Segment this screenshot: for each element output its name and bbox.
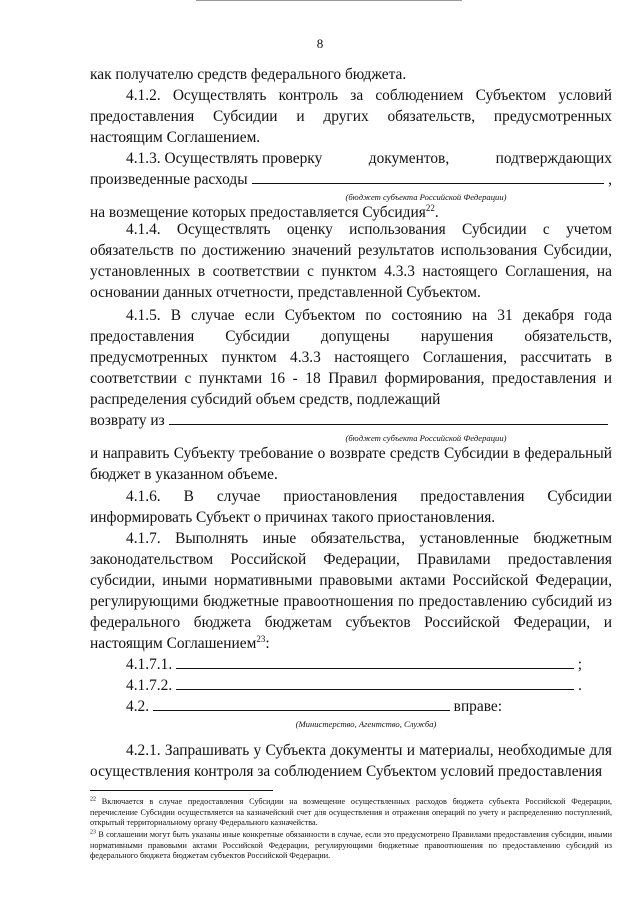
clause-4-1-2: 4.1.2. Осуществлять контроль за соблюдением Субъектом условий предоставления Субсидии и других обязательств, предусмотренных настоящим Соглашением. [90,87,612,146]
clause-4-2-1: 4.2.1. Запрашивать у Субъекта документы и материалы, необходимые для осуществления контроля за соблюдением Субъектом условий предоставления [90,742,612,780]
clause-number: 4.1.7.2. [126,677,173,694]
clause-4-1-6: 4.1.6. В случае приостановления предоставления Субсидии информировать Субъект о причинах такого приостановления. [90,488,612,526]
text-fragment: подтверждающих [495,150,612,167]
clause-4-1-5 [90,305,612,485]
text-fragment: на возмещение которых предоставляется Субсидия [90,204,426,221]
blank-fill-line [176,675,574,690]
blank-fill-line [176,654,574,669]
text-fragment: . [434,204,439,221]
text-fragment: вправе: [453,698,502,715]
text-fragment: Осуществлять проверку [164,150,323,167]
text-line: как получателю средств федерального бюджета. [90,66,407,83]
footnote-separator [90,790,273,791]
clause-4-1-7 [90,528,612,654]
footnote-ref: 22 [425,202,435,213]
clause-text: 4.1.5. В случае если Субъектом по состоянию на 31 декабря года предоставления Субсидии допущены нарушения обязательств, предусмотренных пунктом 4.3.3 настоящего Соглашения, рассчитать в соответствии с пунктами 16 - 18 Правил формирования, предоставления и распределения субсидий объем средств, подлежащий [90,307,612,408]
footnote-text: В соглашении могут быть указаны иные конкретные обязанности в случае, если это предусмотрено Правилами предоставления субсидии, иными нормативными правовыми актами Российской Федерации, регулирующими бюджетные правоотношения по предоставлению субсидий из федерального бюджета бюджетам субъектов Российской Федерации. [90,830,612,861]
page-number: 8 [316,36,324,51]
text-fragment: произведенные расходы [90,171,248,188]
footnote-text: Включается в случае предоставления Субсидии на возмещение осуществленных расходов бюджета субъекта Российской Федерации, перечисление Субсидии осуществляется на казначейский счет для осуществления и отражения операций по учету и распределению поступлений, открытый территориальному органу Федерального казначейства. [90,797,612,828]
clause-number: 4.1.3. [126,150,161,167]
blank-fill-line [252,169,605,184]
text-fragment: : [265,635,270,652]
clause-4-2 [90,696,612,729]
blank-fill-line [153,696,450,711]
clause-4-1-3 [90,148,612,223]
footnote-number: 22 [90,796,96,803]
text-fragment: ; [577,656,582,673]
field-caption: (бюджет субъекта Российской Федерации) [345,192,507,202]
clause-4-1-4: 4.1.4. Осуществлять оценку использования Субсидии с учетом обязательств по достижению значений результатов использования Субсидии, установленных в соответствии с пунктом 4.3.3 настоящего Соглашения, на основании данных отчетности, представленной Субъектом. [90,221,612,301]
footnote-23 [90,830,612,862]
clause-number: 4.2. [126,698,150,715]
paragraph-continuation [90,64,612,85]
blank-fill-line [169,410,608,425]
clause-4-1-7-1 [90,654,612,675]
clause-number: 4.1.7.1. [126,656,173,673]
text-fragment: . [578,677,582,694]
clause-text: 4.1.7. Выполнять иные обязательства, установленные бюджетным законодательством Российской Федерации, Правилами предоставления субсидии, иными нормативными правовыми актами Российской Федерации, регулирующими бюджетные правоотношения по предоставлению субсидий из федерального бюджета бюджетам субъектов Российской Федерации, и настоящим Соглашением [90,530,612,652]
scan-edge-line [196,0,462,1]
footnote-22 [90,797,612,829]
field-caption: (бюджет субъекта Российской Федерации) [345,433,507,443]
text-fragment: возврату из [90,412,165,429]
text-fragment: документов, [368,150,450,167]
footnote-ref: 23 [256,633,266,644]
clause-4-1-7-2 [90,675,612,696]
field-caption: (Министерство, Агентство, Служба) [295,719,437,729]
footnote-number: 23 [90,829,96,836]
clause-text: и направить Субъекту требование о возврате средств Субсидии в федеральный бюджет в указанном объеме. [90,445,612,483]
text-fragment: , [608,171,612,188]
